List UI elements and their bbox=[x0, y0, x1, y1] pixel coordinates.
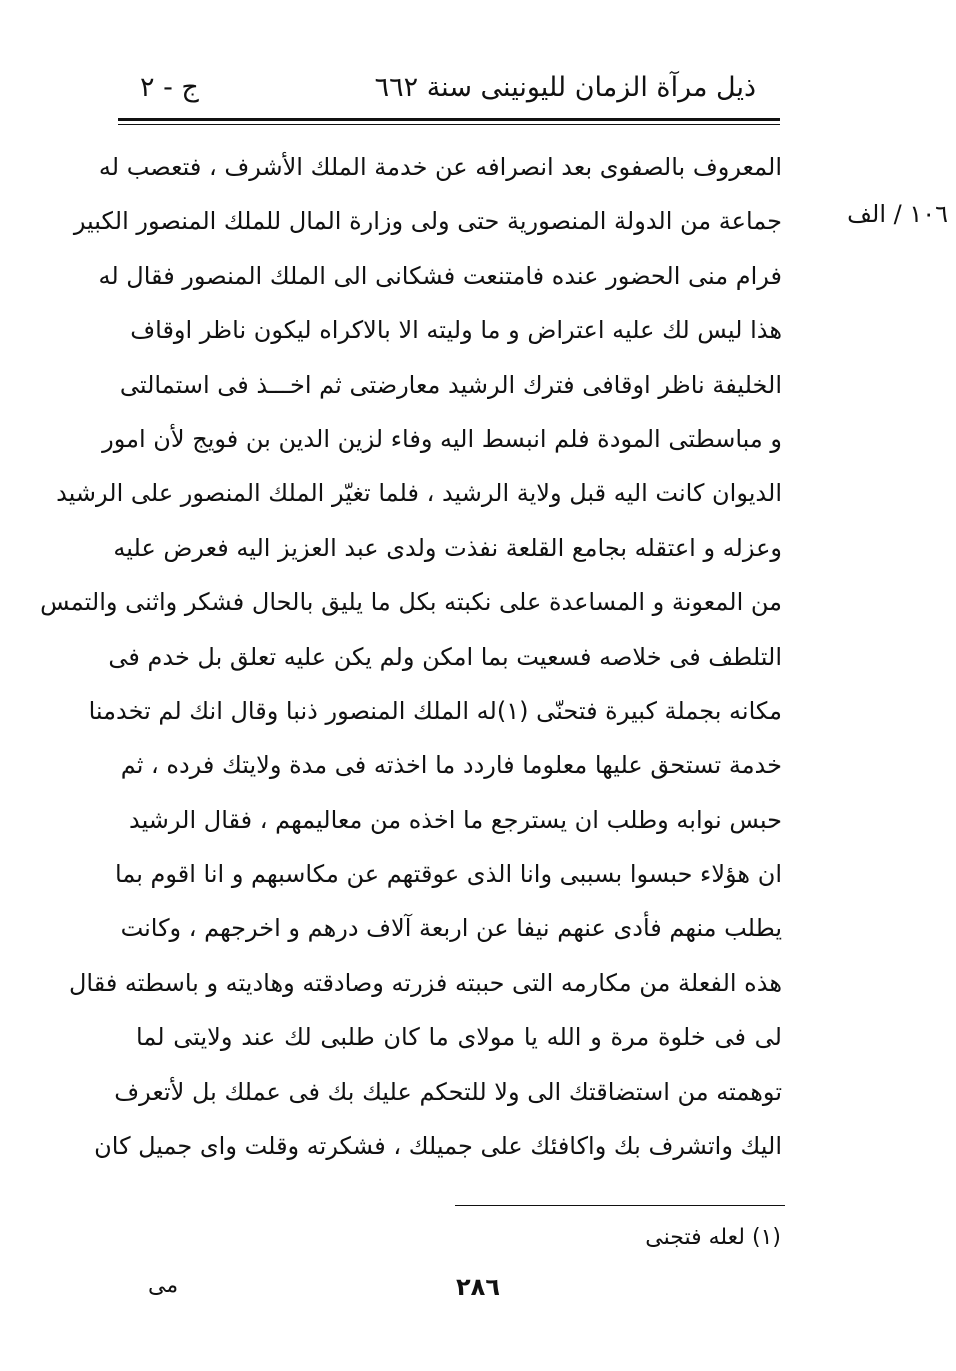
text-line: يطلب منهم فأدى عنهم نيفا عن اربعة آلاف درهم و اخرجهم ، وكانت bbox=[120, 914, 782, 943]
text-line: التلطف فى خلاصه فسعيت بما امكن ولم يكن عليه تعلق بل خدم فى bbox=[108, 642, 782, 671]
text-line: الديوان كانت اليه قبل ولاية الرشيد ، فلما تغيّر الملك المنصور على الرشيد bbox=[56, 479, 782, 508]
footnote-rule bbox=[455, 1205, 785, 1206]
margin-folio-note: ١٠٦ / الف bbox=[847, 200, 948, 228]
text-line: الخليفة ناظر اوقافى فترك الرشيد معارضتى ثم اخـــذ فى استمالتى bbox=[119, 370, 782, 399]
text-line: هذا ليس لك عليه اعتراض و ما وليته الا بالاكراه ليكون ناظر اوقاف bbox=[130, 316, 782, 345]
text-line: هذه الفعلة من مكارمه التى حببته فزرته وصادقته وهاديته و باسطته فقال bbox=[68, 968, 782, 997]
text-line: حبس نوابه وطلب ان يسترجع ما اخذه من معاليمهم ، فقال الرشيد bbox=[128, 805, 782, 834]
signature-mark: مى bbox=[148, 1273, 179, 1298]
text-line: لى فى خلوة مرة و الله يا مولاى ما كان طلبى لك عند ولايتى لما bbox=[136, 1023, 782, 1052]
footnote: (١) لعله فتجنى bbox=[645, 1225, 781, 1250]
text-line: جماعة من الدولة المنصورية حتى ولى وزارة المال للملك المنصور الكبير bbox=[73, 207, 782, 236]
text-line: فرام منى الحضور عنده فامتنعت فشكانى الى الملك المنصور فقال له bbox=[98, 261, 782, 290]
text-line: ان هؤلاء حبسوا بسببى وانا الذى عوقتهم عن مكاسبهم و انا اقوم بما bbox=[115, 860, 782, 889]
text-line: المعروف بالصفوى بعد انصرافه عن خدمة الملك الأشرف ، فتعصب له bbox=[98, 153, 782, 181]
text-line: توهمته من استضاقتك الى ولا للتحكم عليك بك فى عملك بل لأتعرف bbox=[114, 1077, 782, 1106]
page-number: ٢٨٦ bbox=[456, 1273, 500, 1301]
text-line: اليك واتشرف بك واكافئك على جميلك ، فشكرته وقلت واى جميل كان bbox=[94, 1132, 782, 1161]
header-rule-thick bbox=[118, 118, 780, 121]
running-header-volume: ج - ٢ bbox=[140, 72, 199, 103]
text-line: من المعونة و المساعدة على نكبته بكل ما يليق بالحال فشكر واثنى والتمس bbox=[40, 588, 782, 617]
header-rule-thin bbox=[118, 124, 780, 125]
text-line: مكانه بجملة كبيرة فتحنّى (١)له الملك المنصور ذنبا وقال انك لم تخدمنا bbox=[88, 696, 782, 725]
text-line: وعزله و اعتقله بجامع القلعة نفذت ولدى عبد العزيز اليه فعرض عليه bbox=[113, 533, 782, 562]
running-header-title: ذيل مرآة الزمان لليونينى سنة ٦٦٢ bbox=[374, 72, 756, 103]
body-text bbox=[40, 140, 782, 1173]
text-line: خدمة تستحق عليها معلوما فاردد ما اخذته فى مدة ولايتك فرده ، ثم bbox=[120, 751, 782, 780]
text-line: و مباسطتى المودة فلم انبسط اليه وفاء لزين الدين بن فويج لأن امور bbox=[102, 424, 782, 453]
